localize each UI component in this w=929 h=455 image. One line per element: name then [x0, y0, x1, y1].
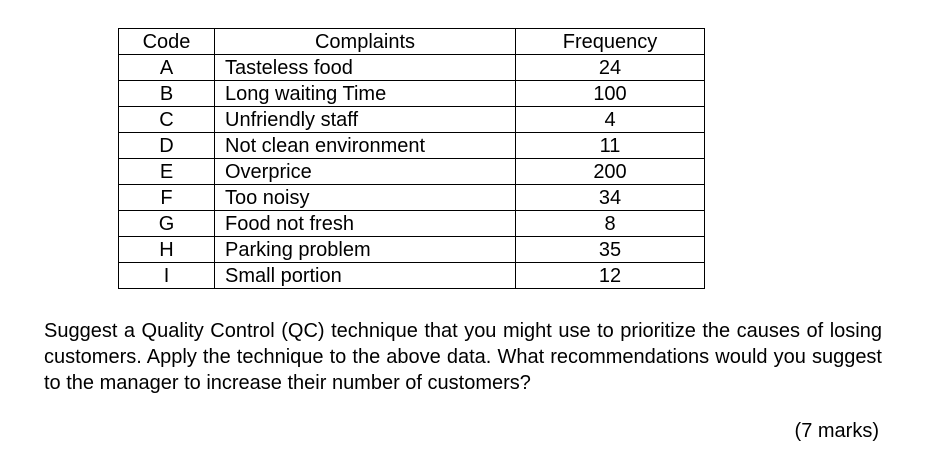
table-row	[119, 133, 705, 159]
cell-code: A	[119, 55, 215, 81]
table-row	[119, 107, 705, 133]
cell-frequency: 24	[516, 55, 705, 81]
cell-code: E	[119, 159, 215, 185]
cell-frequency: 12	[516, 263, 705, 289]
table-row	[119, 159, 705, 185]
cell-complaint: Unfriendly staff	[215, 107, 516, 133]
header-code: Code	[119, 29, 215, 55]
table-row	[119, 81, 705, 107]
cell-frequency: 200	[516, 159, 705, 185]
marks-label: (7 marks)	[794, 420, 879, 442]
header-complaints: Complaints	[215, 29, 516, 55]
cell-complaint: Parking problem	[215, 237, 516, 263]
cell-code: B	[119, 81, 215, 107]
cell-frequency: 35	[516, 237, 705, 263]
table-header	[119, 29, 705, 55]
cell-frequency: 4	[516, 107, 705, 133]
cell-code: G	[119, 211, 215, 237]
cell-complaint: Tasteless food	[215, 55, 516, 81]
header-frequency: Frequency	[516, 29, 705, 55]
table-row	[119, 211, 705, 237]
question-text: Suggest a Quality Control (QC) technique that you might use to prioritize the causes of losing customers. Apply the technique to the above data. What recommendations would you suggest to the manager to increase their number of customers?	[44, 320, 882, 394]
cell-code: H	[119, 237, 215, 263]
cell-complaint: Not clean environment	[215, 133, 516, 159]
table-row	[119, 185, 705, 211]
table-row	[119, 55, 705, 81]
cell-complaint: Food not fresh	[215, 211, 516, 237]
cell-frequency: 100	[516, 81, 705, 107]
cell-code: D	[119, 133, 215, 159]
cell-complaint: Long waiting Time	[215, 81, 516, 107]
cell-code: I	[119, 263, 215, 289]
table-row	[119, 237, 705, 263]
cell-frequency: 8	[516, 211, 705, 237]
cell-complaint: Overprice	[215, 159, 516, 185]
cell-frequency: 11	[516, 133, 705, 159]
cell-code: C	[119, 107, 215, 133]
table-body	[119, 55, 705, 289]
table-row	[119, 263, 705, 289]
header-row	[119, 29, 705, 55]
cell-complaint: Too noisy	[215, 185, 516, 211]
cell-frequency: 34	[516, 185, 705, 211]
cell-code: F	[119, 185, 215, 211]
cell-complaint: Small portion	[215, 263, 516, 289]
complaints-table	[118, 28, 705, 289]
